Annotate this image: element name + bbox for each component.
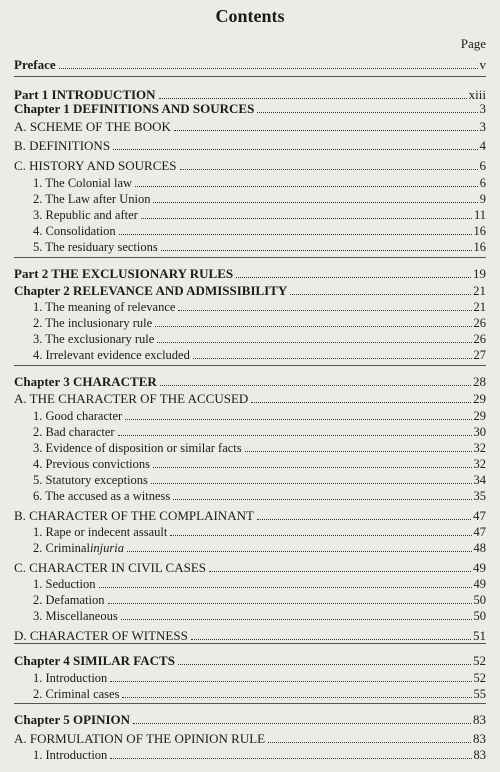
toc-entry-page-number: 83 — [473, 712, 486, 727]
toc-entry-title: 1. Seduction — [33, 577, 96, 591]
dot-leader — [178, 663, 471, 665]
toc-entry[interactable] — [33, 314, 486, 330]
dot-leader — [251, 401, 471, 403]
toc-entry-page-number: 27 — [473, 348, 486, 362]
dot-leader — [151, 482, 472, 484]
toc-entry-title: C. CHARACTER IN CIVIL CASES — [14, 560, 207, 575]
toc-entry[interactable] — [33, 685, 486, 701]
toc-entry-page-number: 9 — [479, 192, 486, 206]
toc-entry-page-number: 16 — [473, 224, 486, 238]
section-divider — [14, 257, 486, 258]
toc-entry-title: 4. Previous convictions — [33, 457, 151, 471]
toc-entry-page-number: 21 — [473, 300, 486, 314]
toc-entry-page-number: 11 — [473, 208, 486, 222]
dot-leader — [59, 67, 478, 69]
toc-entry[interactable] — [14, 265, 486, 281]
dot-leader — [174, 129, 478, 131]
dot-leader — [159, 97, 467, 99]
section-divider — [14, 643, 486, 644]
dot-leader — [257, 518, 471, 520]
dot-leader — [141, 217, 472, 219]
toc-entry-title: Chapter 4 SIMILAR FACTS — [14, 653, 175, 668]
toc-entry-title: 2. Bad character — [33, 425, 115, 439]
dot-leader — [170, 534, 471, 536]
toc-entry-title: A. FORMULATION OF THE OPINION RULE — [14, 731, 266, 746]
toc-entry[interactable] — [33, 174, 486, 190]
dot-leader — [157, 341, 471, 343]
toc-entry[interactable] — [33, 591, 486, 607]
dot-leader — [236, 276, 471, 278]
toc-entry-title: 2. Criminal — [33, 541, 90, 555]
dot-leader — [180, 168, 478, 170]
toc-entry[interactable] — [33, 523, 486, 539]
toc-entry-page-number: 32 — [473, 441, 486, 455]
toc-entry-page-number: 83 — [473, 748, 486, 762]
toc-entry-title: 1. The Colonial law — [33, 176, 133, 190]
toc-entry[interactable] — [33, 487, 486, 503]
toc-entry[interactable] — [33, 669, 486, 685]
dot-leader — [119, 233, 472, 235]
toc-entry-title: B. CHARACTER OF THE COMPLAINANT — [14, 508, 254, 523]
toc-entry[interactable] — [33, 190, 486, 206]
toc-entry[interactable] — [33, 346, 486, 362]
toc-entry[interactable] — [14, 711, 486, 727]
toc-entry-title: 3. Miscellaneous — [33, 609, 118, 623]
toc-entry[interactable] — [33, 206, 486, 222]
toc-entry-page-number: 32 — [473, 457, 486, 471]
toc-entry-title: Preface — [14, 57, 56, 72]
toc-entry-title: Chapter 3 CHARACTER — [14, 374, 157, 389]
toc-entry-page-number: 6 — [479, 176, 486, 190]
dot-leader — [160, 384, 471, 386]
toc-entry-title: 1. The meaning of relevance — [33, 300, 176, 314]
toc-entry[interactable] — [33, 238, 486, 254]
toc-entry[interactable] — [14, 56, 486, 72]
toc-entry-page-number: 50 — [473, 609, 486, 623]
dot-leader — [113, 148, 477, 150]
toc-entry-page-number: 34 — [473, 473, 486, 487]
toc-entry[interactable] — [14, 507, 486, 523]
toc-entry-title: 4. Consolidation — [33, 224, 116, 238]
toc-entry-page-number: xiii — [468, 87, 486, 102]
toc-entry-title: Chapter 1 DEFINITIONS AND SOURCES — [14, 101, 255, 116]
toc-entry-title-italic: injuria — [89, 541, 124, 555]
toc-entry-page-number: 47 — [473, 525, 486, 539]
toc-entry[interactable] — [33, 222, 486, 238]
page-column-header: Page — [460, 36, 486, 51]
toc-entry-title: 5. Statutory exceptions — [33, 473, 148, 487]
toc-entry-page-number: 21 — [473, 283, 486, 298]
toc-entry[interactable] — [14, 390, 486, 406]
toc-entry[interactable] — [14, 157, 486, 173]
toc-entry-title: 1. Introduction — [33, 748, 108, 762]
toc-entry-page-number: 19 — [473, 266, 486, 281]
toc-entry-title: 1. Introduction — [33, 671, 108, 685]
toc-entry-page-number: 52 — [473, 671, 486, 685]
toc-entry[interactable] — [14, 100, 486, 116]
toc-entry[interactable] — [33, 407, 486, 423]
toc-entry-title: Part 1 INTRODUCTION — [14, 87, 156, 102]
dot-leader — [178, 309, 471, 311]
dot-leader — [110, 680, 471, 682]
dot-leader — [191, 638, 471, 640]
toc-entry-title: B. DEFINITIONS — [14, 138, 111, 153]
toc-entry-title: 1. Good character — [33, 409, 123, 423]
section-divider — [14, 76, 486, 77]
toc-entry[interactable] — [14, 652, 486, 668]
toc-entry-title: 3. The exclusionary rule — [33, 332, 155, 346]
toc-entry-page-number: 6 — [479, 158, 486, 173]
dot-leader — [110, 757, 471, 759]
toc-entry-page-number: 4 — [479, 138, 486, 153]
toc-entry[interactable] — [33, 439, 486, 455]
toc-entry[interactable] — [14, 559, 486, 575]
toc-entry-page-number: 28 — [473, 374, 486, 389]
toc-entry[interactable] — [14, 118, 486, 134]
dot-leader — [161, 249, 472, 251]
toc-entry-page-number: 55 — [473, 687, 486, 701]
dot-leader — [108, 602, 472, 604]
toc-entry-title: 2. The inclusionary rule — [33, 316, 153, 330]
toc-entry-page-number: 26 — [473, 332, 486, 346]
dot-leader — [209, 570, 471, 572]
toc-entry-page-number: 35 — [473, 489, 486, 503]
toc-entry-title: 1. Rape or indecent assault — [33, 525, 168, 539]
toc-entry-title: Part 2 THE EXCLUSIONARY RULES — [14, 266, 234, 281]
toc-entry[interactable] — [14, 137, 486, 153]
toc-entry-title: 3. Evidence of disposition or similar facts — [33, 441, 242, 455]
dot-leader — [245, 450, 472, 452]
toc-entry-page-number: 30 — [473, 425, 486, 439]
toc-entry-title: 4. Irrelevant evidence excluded — [33, 348, 190, 362]
toc-entry-page-number: 49 — [473, 577, 486, 591]
dot-leader — [121, 618, 472, 620]
toc-entry-title: 2. The Law after Union — [33, 192, 151, 206]
dot-leader — [268, 741, 471, 743]
section-divider — [14, 703, 486, 704]
toc-entry-title: D. CHARACTER OF WITNESS — [14, 628, 188, 643]
toc-entry-page-number: 51 — [473, 628, 486, 643]
dot-leader — [155, 325, 471, 327]
toc-entry-title: A. THE CHARACTER OF THE ACCUSED — [14, 391, 249, 406]
toc-entry-title: 5. The residuary sections — [33, 240, 158, 254]
page-title: Contents — [215, 6, 285, 26]
toc-entry[interactable] — [33, 746, 486, 762]
dot-leader — [257, 111, 477, 113]
toc-entry-title: C. HISTORY AND SOURCES — [14, 158, 177, 173]
dot-leader — [135, 185, 478, 187]
toc-entry-page-number: 49 — [473, 560, 486, 575]
toc-entry[interactable] — [14, 282, 486, 298]
toc-entry[interactable] — [33, 298, 486, 314]
toc-entry[interactable] — [33, 471, 486, 487]
toc-entry[interactable] — [14, 373, 486, 389]
section-divider — [14, 365, 486, 366]
toc-entry-page-number: 47 — [473, 508, 486, 523]
dot-leader — [173, 498, 471, 500]
toc-entry-page-number: 48 — [473, 541, 486, 555]
dot-leader — [118, 434, 472, 436]
toc-entry[interactable] — [33, 455, 486, 471]
toc-entry-title: Chapter 2 RELEVANCE AND ADMISSIBILITY — [14, 283, 288, 298]
toc-entry-title: 6. The accused as a witness — [33, 489, 171, 503]
toc-entry-page-number: 16 — [473, 240, 486, 254]
dot-leader — [122, 696, 471, 698]
toc-entry-page-number: 29 — [473, 391, 486, 406]
dot-leader — [99, 586, 472, 588]
dot-leader — [133, 722, 471, 724]
toc-entry[interactable] — [14, 730, 486, 746]
dot-leader — [125, 418, 471, 420]
toc-entry[interactable] — [14, 627, 486, 643]
toc-entry-page-number: 26 — [473, 316, 486, 330]
dot-leader — [153, 466, 471, 468]
toc-entry-page-number: 52 — [473, 653, 486, 668]
toc-entry-title: 2. Criminal cases — [33, 687, 120, 701]
toc-entry-title: A. SCHEME OF THE BOOK — [14, 119, 171, 134]
toc-entry-page-number: 29 — [473, 409, 486, 423]
toc-entry[interactable] — [33, 607, 486, 623]
dot-leader — [290, 293, 471, 295]
toc-entry-page-number: 3 — [479, 101, 486, 116]
toc-entry-title: Chapter 5 OPINION — [14, 712, 131, 727]
toc-entry-page-number: 3 — [479, 119, 486, 134]
toc-entry[interactable] — [33, 330, 486, 346]
toc-entry-title: 2. Defamation — [33, 593, 105, 607]
dot-leader — [127, 550, 472, 552]
toc-entry-page-number: v — [479, 57, 486, 72]
toc-entry[interactable] — [33, 539, 486, 555]
toc-entry-page-number: 83 — [473, 731, 486, 746]
dot-leader — [193, 357, 472, 359]
toc-entry[interactable] — [33, 423, 486, 439]
toc-entry-title: 3. Republic and after — [33, 208, 138, 222]
toc-entry[interactable] — [33, 575, 486, 591]
dot-leader — [153, 201, 477, 203]
toc-entry-page-number: 50 — [473, 593, 486, 607]
